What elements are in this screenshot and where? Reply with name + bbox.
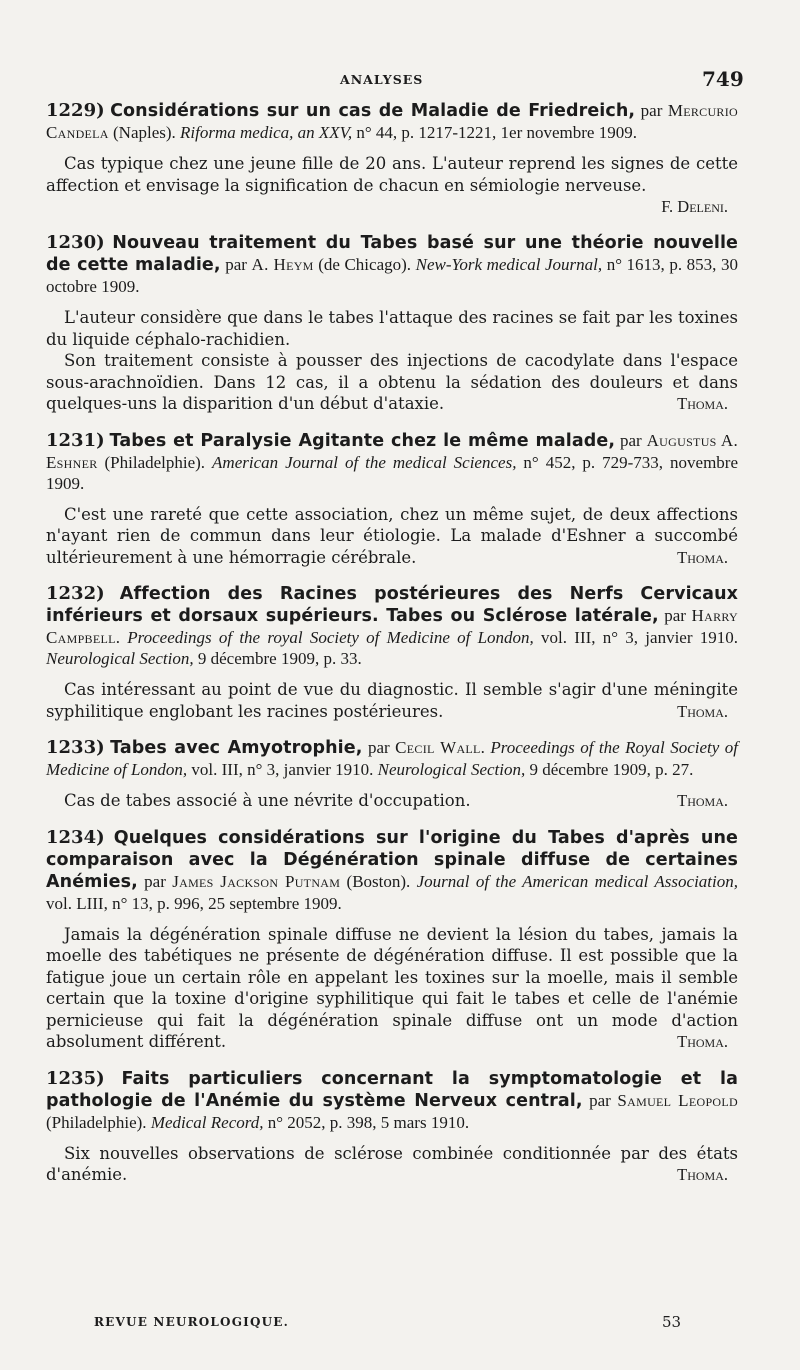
entry-number: 1230) (46, 232, 105, 253)
author-place: (Philadelphie). (97, 452, 213, 472)
entry-reference (46, 1068, 738, 1133)
entry-citation: vol. III, n° 3, janvier 1910. (187, 760, 378, 779)
entry-number: 1234) (46, 826, 105, 848)
entry-number: 1235) (46, 1067, 105, 1089)
author-place: (Naples). (108, 123, 181, 142)
running-footer (0, 1315, 800, 1339)
summary-text: C'est une rareté que cette association, chez un même sujet, de deux affections n'ayant rien de commun dans leur étiologie. La malade d'Eshner a succombé ultérieurement à une hémorragie cérébrale. (46, 504, 738, 567)
entry-citation: n° 452, p. 729-733, novembre 1909. (46, 452, 738, 493)
entry-1231 (46, 430, 738, 569)
entry-title: Affection des Racines postérieures des Nerfs Cervicaux inférieurs et dorsaux supérieurs. Tabes ou Sclérose latérale, (46, 584, 739, 626)
summary-with-reviewer (46, 350, 738, 415)
entry-author: Mercurio Candela (46, 101, 738, 142)
entry-reviewer: Thoma. (677, 701, 728, 721)
summary-with-reviewer (46, 1133, 738, 1186)
entry-author: A. Heym (251, 255, 314, 274)
entry-1229 (46, 100, 738, 217)
entry-summary: Cas typique chez une jeune fille de 20 ans. L'auteur reprend les signes de cette affection et envisage la signification de chacun en sémiologie nerveuse. (46, 154, 738, 195)
summary-with-reviewer (46, 494, 738, 569)
journal-name: REVUE NEUROLOGIQUE. (94, 1315, 290, 1329)
summary-text: Cas de tabes associé à une névrite d'occupation. (64, 791, 471, 810)
entry-section: Neurological Section, (46, 649, 194, 668)
entry-summary: L'auteur considère que dans le tabes l'attaque des racines se fait par les toxines du liquide céphalo-rachidien. (46, 308, 738, 349)
entry-section: Neurological Section, (377, 760, 526, 779)
author-place: (Boston). (340, 871, 417, 891)
entry-reference (46, 232, 738, 297)
page-number: 749 (702, 67, 744, 91)
entry-reference (46, 737, 738, 780)
entry-reference (46, 430, 738, 494)
summary-with-reviewer (46, 780, 738, 812)
entry-title: Considérations sur un cas de Maladie de Friedreich, (110, 101, 636, 121)
by-text: par (635, 101, 668, 120)
entry-journal: American Journal of the medical Sciences, (212, 452, 517, 472)
entry-summary (46, 350, 738, 415)
entry-citation: n° 2052, p. 398, 5 mars 1910. (263, 1112, 470, 1132)
entry-summary (46, 1143, 738, 1186)
entry-author: Samuel Leopold (617, 1090, 738, 1110)
summary-with-reviewer (46, 914, 738, 1053)
entry-author: Cecil Wall (395, 738, 481, 757)
entry-reference (46, 100, 738, 143)
by-text: par (615, 430, 647, 450)
by-text: par (137, 871, 173, 891)
entry-journal: Journal of the American medical Association, (416, 871, 738, 891)
entry-summary (46, 790, 738, 812)
author-place: . (480, 738, 491, 757)
summary-text: Jamais la dégénération spinale diffuse ne devient la lésion du tabes, jamais la moelle des tabétiques ne présente de dégénération diffuse. Il est possible que la fatigue joue un certain rôle en appelant les toxines sur la moelle, mais il semble certain que la toxine d'origine syphilitique qui fait le tabes et celle de l'anémie pernicieuse qui fait la dégénération spinale diffuse ont un mode d'action absolument différent. (46, 924, 738, 1051)
summary-text: Cas intéressant au point de vue du diagnostic. Il semble s'agir d'une méningite syphilitique englobant les racines postérieures. (46, 680, 738, 721)
entry-title: Nouveau traitement du Tabes basé sur une théorie nouvelle de cette maladie, (46, 233, 739, 275)
entry-summary (46, 924, 738, 1053)
entry-title: Tabes et Paralysie Agitante chez le même malade, (109, 430, 616, 451)
entry-1230 (46, 232, 738, 415)
entry-reviewer: Thoma. (677, 791, 728, 810)
author-place: . (115, 628, 128, 647)
entry-1235 (46, 1068, 738, 1186)
entry-reviewer: Thoma. (677, 1032, 728, 1051)
entry-journal: Medical Record, (150, 1112, 264, 1132)
entry-summary (46, 679, 738, 722)
entry-1232 (46, 583, 738, 722)
analyses-list (46, 100, 738, 1201)
entry-journal: New-York medical Journal, (415, 255, 603, 274)
entry-1234 (46, 827, 738, 1053)
entry-citation: vol. LIII, n° 13, p. 996, 25 septembre 1909. (46, 893, 342, 913)
entry-reviewer: Thoma. (677, 394, 728, 413)
entry-author: Augustus A. Eshner (46, 430, 739, 472)
summary-with-reviewer (46, 669, 738, 722)
entry-journal: Proceedings of the Royal Society of Medicine of London, (46, 738, 738, 779)
entry-reviewer: Thoma. (677, 1165, 728, 1184)
entry-journal: Riforma medica, an XXV, (180, 123, 353, 142)
by-text: par (220, 255, 252, 274)
running-header (0, 67, 800, 92)
entry-title: Quelques considérations sur l'origine du Tabes d'après une comparaison avec la Dégénération spinale diffuse de certaines Anémies, (46, 827, 738, 892)
entry-reviewer: F. Deleni. (661, 197, 728, 216)
entry-number: 1232) (46, 583, 105, 604)
entry-summary (46, 504, 738, 569)
sheet-number: 53 (662, 1313, 682, 1331)
summary-text: Six nouvelles observations de sclérose combinée conditionnée par des états d'anémie. (46, 1143, 738, 1184)
section-title: ANALYSES (340, 72, 424, 87)
entry-number: 1231) (46, 429, 105, 451)
author-place: (Philadelphie). (46, 1112, 151, 1132)
entry-author: James Jackson Putnam (172, 871, 341, 891)
entry-reviewer: Thoma. (677, 547, 728, 567)
entry-citation-date: 9 décembre 1909, p. 27. (525, 760, 694, 779)
entry-journal: Proceedings of the royal Society of Medicine of London, (127, 628, 534, 647)
entry-citation: n° 44, p. 1217-1221, 1er novembre 1909. (352, 123, 637, 142)
by-text: par (362, 738, 396, 757)
by-text: par (582, 1090, 618, 1110)
entry-author: Harry Campbell (46, 606, 738, 647)
entry-citation: vol. III, n° 3, janvier 1910. (533, 628, 739, 647)
entry-title: Faits particuliers concernant la symptomatologie et la pathologie de l'Anémie du système Nerveux central, (46, 1068, 739, 1111)
entry-citation: n° 1613, p. 853, 30 octobre 1909. (46, 255, 738, 296)
entry-number: 1229) (46, 100, 105, 121)
entry-title: Tabes avec Amyotrophie, (110, 738, 363, 758)
entry-1233 (46, 737, 738, 812)
summary-text: Son traitement consiste à pousser des injections de cacodylate dans l'espace sous-arachnoïdien. Dans 12 cas, il a obtenu la sédation des douleurs et dans quelques-uns la disparition d'un début d'ataxie. (46, 351, 738, 413)
entry-reference (46, 583, 738, 669)
entry-number: 1233) (46, 737, 105, 758)
by-text: par (658, 606, 692, 625)
entry-reference (46, 827, 738, 914)
author-place: (de Chicago). (313, 255, 416, 274)
entry-citation-date: 9 décembre 1909, p. 33. (193, 649, 362, 668)
